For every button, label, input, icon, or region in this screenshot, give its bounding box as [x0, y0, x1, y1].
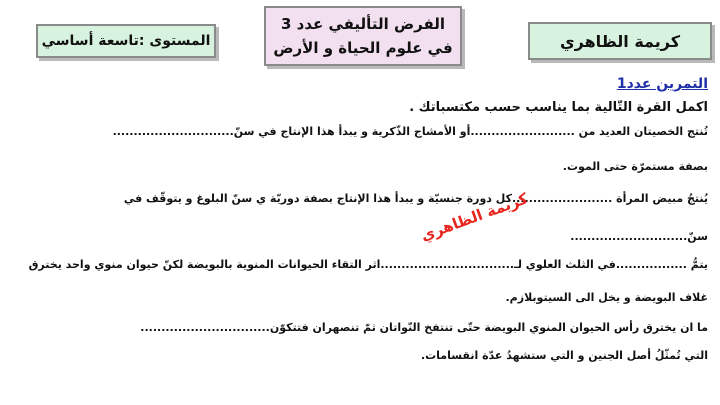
level-text: المستوى :تاسعة أساسي — [41, 33, 211, 49]
exam-title-line1: الفرض التأليفي عدد 3 — [280, 15, 446, 33]
author-name: كريمة الظاهري — [559, 31, 681, 51]
paragraph-line-7: ما ان يخترق رأس الحيوان المنوي البويضة حتّى تنتفخ النّواتان ثمّ تنصهران فتتكوّن............................... — [140, 321, 708, 334]
paragraph-line-6: غلاف البويضة و يخل الى السيتوبلازم. — [505, 291, 708, 304]
paragraph-line-2: بصفة مستمرّة حتى الموت. — [562, 160, 708, 173]
exam-title-box — [264, 6, 462, 66]
exam-title-line2: في علوم الحياة و الأرض — [273, 39, 453, 57]
paragraph-line-3: يُنتجُ مبيض المرأة ........................كل دورة جنسيّة و يبدأ هذا الإنتاج بصفة دوريّة ي سنّ البلوغ و يتوقّف في — [123, 192, 708, 205]
author-label-box — [528, 22, 712, 60]
level-label-box — [36, 24, 216, 58]
exercise-title: التمرين عدد1 — [616, 76, 708, 92]
exercise-instruction: اكمل القرة التّالية بما يناسب حسب مكتسباتك . — [409, 100, 708, 115]
paragraph-line-5: يتمُّ .................في الثلث العلوي لـ................................اثر التقاء الحيوانات المنوية بالبويضة لكنّ حيوان منوي واحد يخترق — [28, 258, 708, 271]
author-watermark: كريمة الظاهري — [418, 189, 531, 245]
paragraph-line-8: التي تُمثّلُ أصل الجنين و التي ستشهدُ عدّة انقسامات. — [420, 349, 708, 362]
paragraph-line-4: سنّ............................ — [570, 230, 708, 243]
paragraph-line-1: تُنتج الخصيتان العديد من .........................أو الأمشاج الذّكرية و يبدأ هذا الإنتاج في سنّ............................. — [112, 125, 708, 138]
